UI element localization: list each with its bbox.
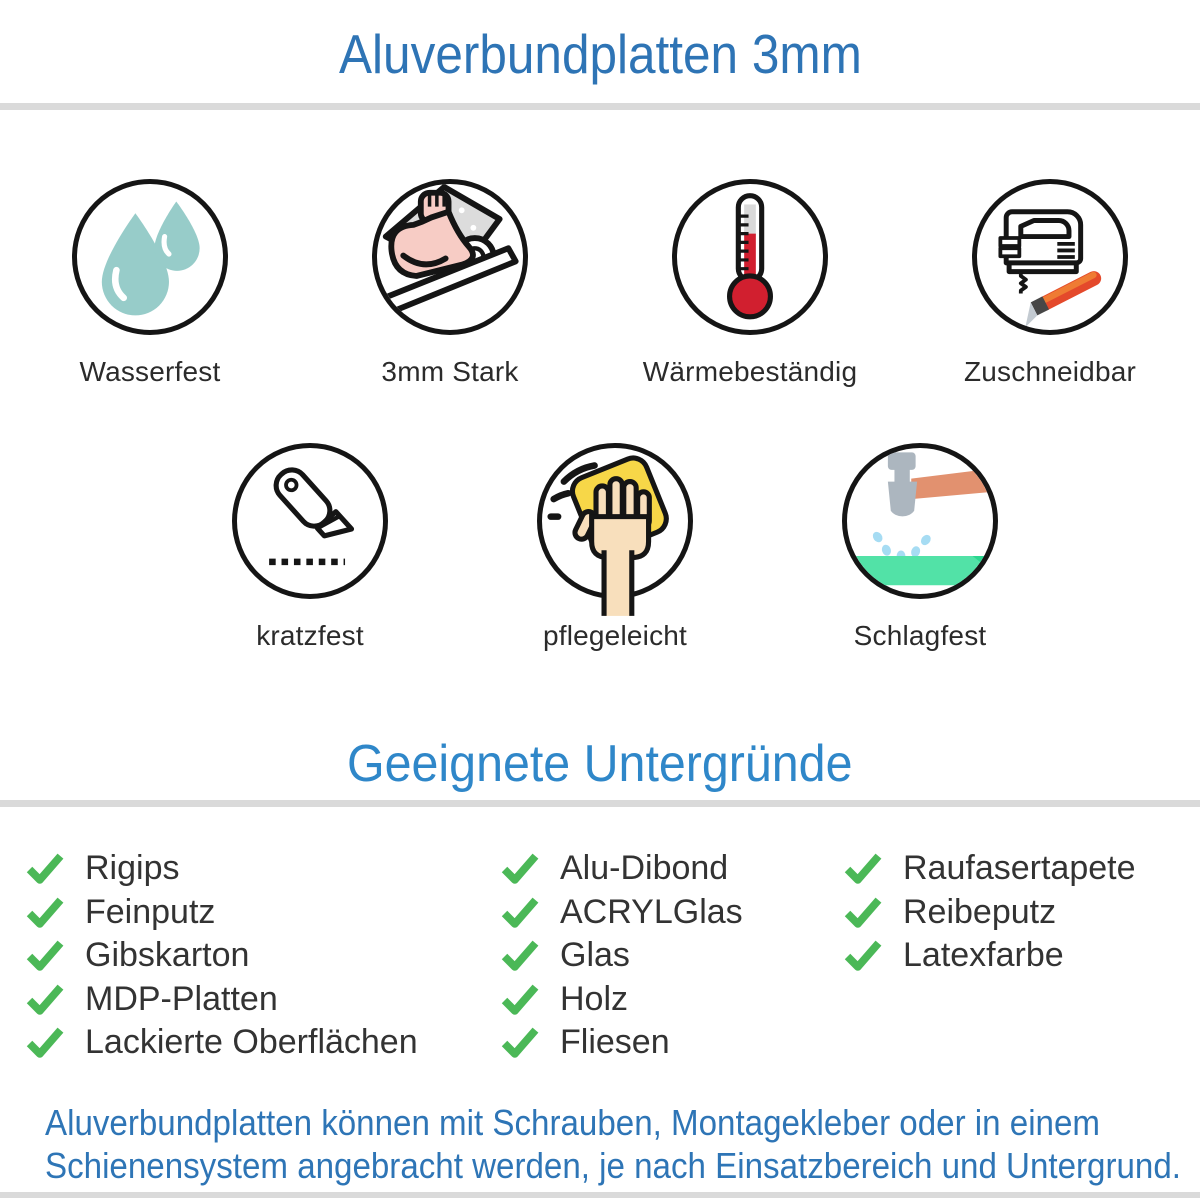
- divider-top: [0, 103, 1200, 110]
- substrate-label: MDP-Platten: [85, 979, 278, 1018]
- substrate-label: Raufasertapete: [903, 849, 1136, 888]
- check-icon: [843, 852, 883, 885]
- substrate-item: [25, 1021, 500, 1065]
- check-icon: [25, 1026, 65, 1059]
- check-icon: [25, 983, 65, 1016]
- substrate-item: [500, 978, 843, 1022]
- feature-label: Schlagfest: [853, 620, 987, 651]
- feature-label: kratzfest: [256, 620, 364, 651]
- substrates-column-3: [843, 847, 1136, 978]
- feature-row-1: [0, 179, 1200, 388]
- check-icon: [25, 852, 65, 885]
- substrate-label: Gibskarton: [85, 936, 250, 975]
- feature-label: Wasserfest: [79, 356, 221, 387]
- substrate-label: Holz: [560, 979, 629, 1018]
- feature-wasserfest: [0, 179, 300, 388]
- substrate-item: [500, 891, 843, 935]
- feature-row-2: [0, 443, 1200, 652]
- substrate-item: [500, 847, 843, 891]
- page-title: Aluverbundplatten 3mm: [338, 23, 862, 85]
- divider-bottom: [0, 1192, 1200, 1198]
- section-title: Geeignete Untergründe: [347, 735, 853, 793]
- substrates-column-2: [500, 847, 843, 1065]
- substrate-item: [843, 891, 1136, 935]
- check-icon: [843, 939, 883, 972]
- feature-waermebestaendig: [600, 179, 900, 388]
- substrate-label: Glas: [560, 936, 630, 975]
- check-icon: [25, 896, 65, 929]
- flexed-arm-icon: [372, 179, 528, 335]
- substrate-label: Latexfarbe: [903, 936, 1064, 975]
- substrate-item: [843, 847, 1136, 891]
- jigsaw-icon: [972, 179, 1128, 335]
- check-icon: [25, 939, 65, 972]
- substrate-item: [500, 934, 843, 978]
- feature-kratzfest: [160, 443, 460, 652]
- water-drops-icon: [72, 179, 228, 335]
- footer-note: [0, 1101, 1200, 1187]
- feature-label: Wärmebeständig: [642, 356, 858, 387]
- check-icon: [500, 896, 540, 929]
- cleaning-hand-icon: [537, 443, 693, 599]
- substrate-item: [500, 1021, 843, 1065]
- check-icon: [500, 852, 540, 885]
- thermometer-icon: [672, 179, 828, 335]
- feature-3mm-stark: [300, 179, 600, 388]
- substrates-section: [0, 847, 1200, 1065]
- feature-label: pflegeleicht: [542, 620, 688, 651]
- substrate-item: [843, 934, 1136, 978]
- hammer-icon: [842, 443, 998, 599]
- check-icon: [500, 939, 540, 972]
- feature-pflegeleicht: [465, 443, 765, 652]
- check-icon: [500, 1026, 540, 1059]
- substrate-item: [25, 934, 500, 978]
- substrate-item: [25, 978, 500, 1022]
- divider-middle: [0, 800, 1200, 807]
- substrate-label: Alu-Dibond: [560, 849, 729, 888]
- substrate-item: [25, 891, 500, 935]
- utility-knife-icon: [232, 443, 388, 599]
- substrate-label: Feinputz: [85, 892, 216, 931]
- feature-label: Zuschneidbar: [963, 356, 1137, 387]
- check-icon: [843, 896, 883, 929]
- feature-schlagfest: [770, 443, 1070, 652]
- substrates-column-1: [25, 847, 500, 1065]
- substrate-label: Lackierte Oberflächen: [85, 1023, 418, 1062]
- substrate-label: Reibeputz: [903, 892, 1057, 931]
- feature-label: 3mm Stark: [381, 356, 519, 387]
- substrate-item: [25, 847, 500, 891]
- substrate-label: Fliesen: [560, 1023, 670, 1062]
- check-icon: [500, 983, 540, 1016]
- footer-line-1: Aluverbundplatten können mit Schrauben, Montagekleber oder in einem: [45, 1101, 1100, 1143]
- substrate-label: Rigips: [85, 849, 180, 888]
- feature-zuschneidbar: [900, 179, 1200, 388]
- footer-line-2: Schienensystem angebracht werden, je nach Einsatzbereich und Untergrund.: [45, 1144, 1181, 1186]
- substrate-label: ACRYLGlas: [560, 892, 743, 931]
